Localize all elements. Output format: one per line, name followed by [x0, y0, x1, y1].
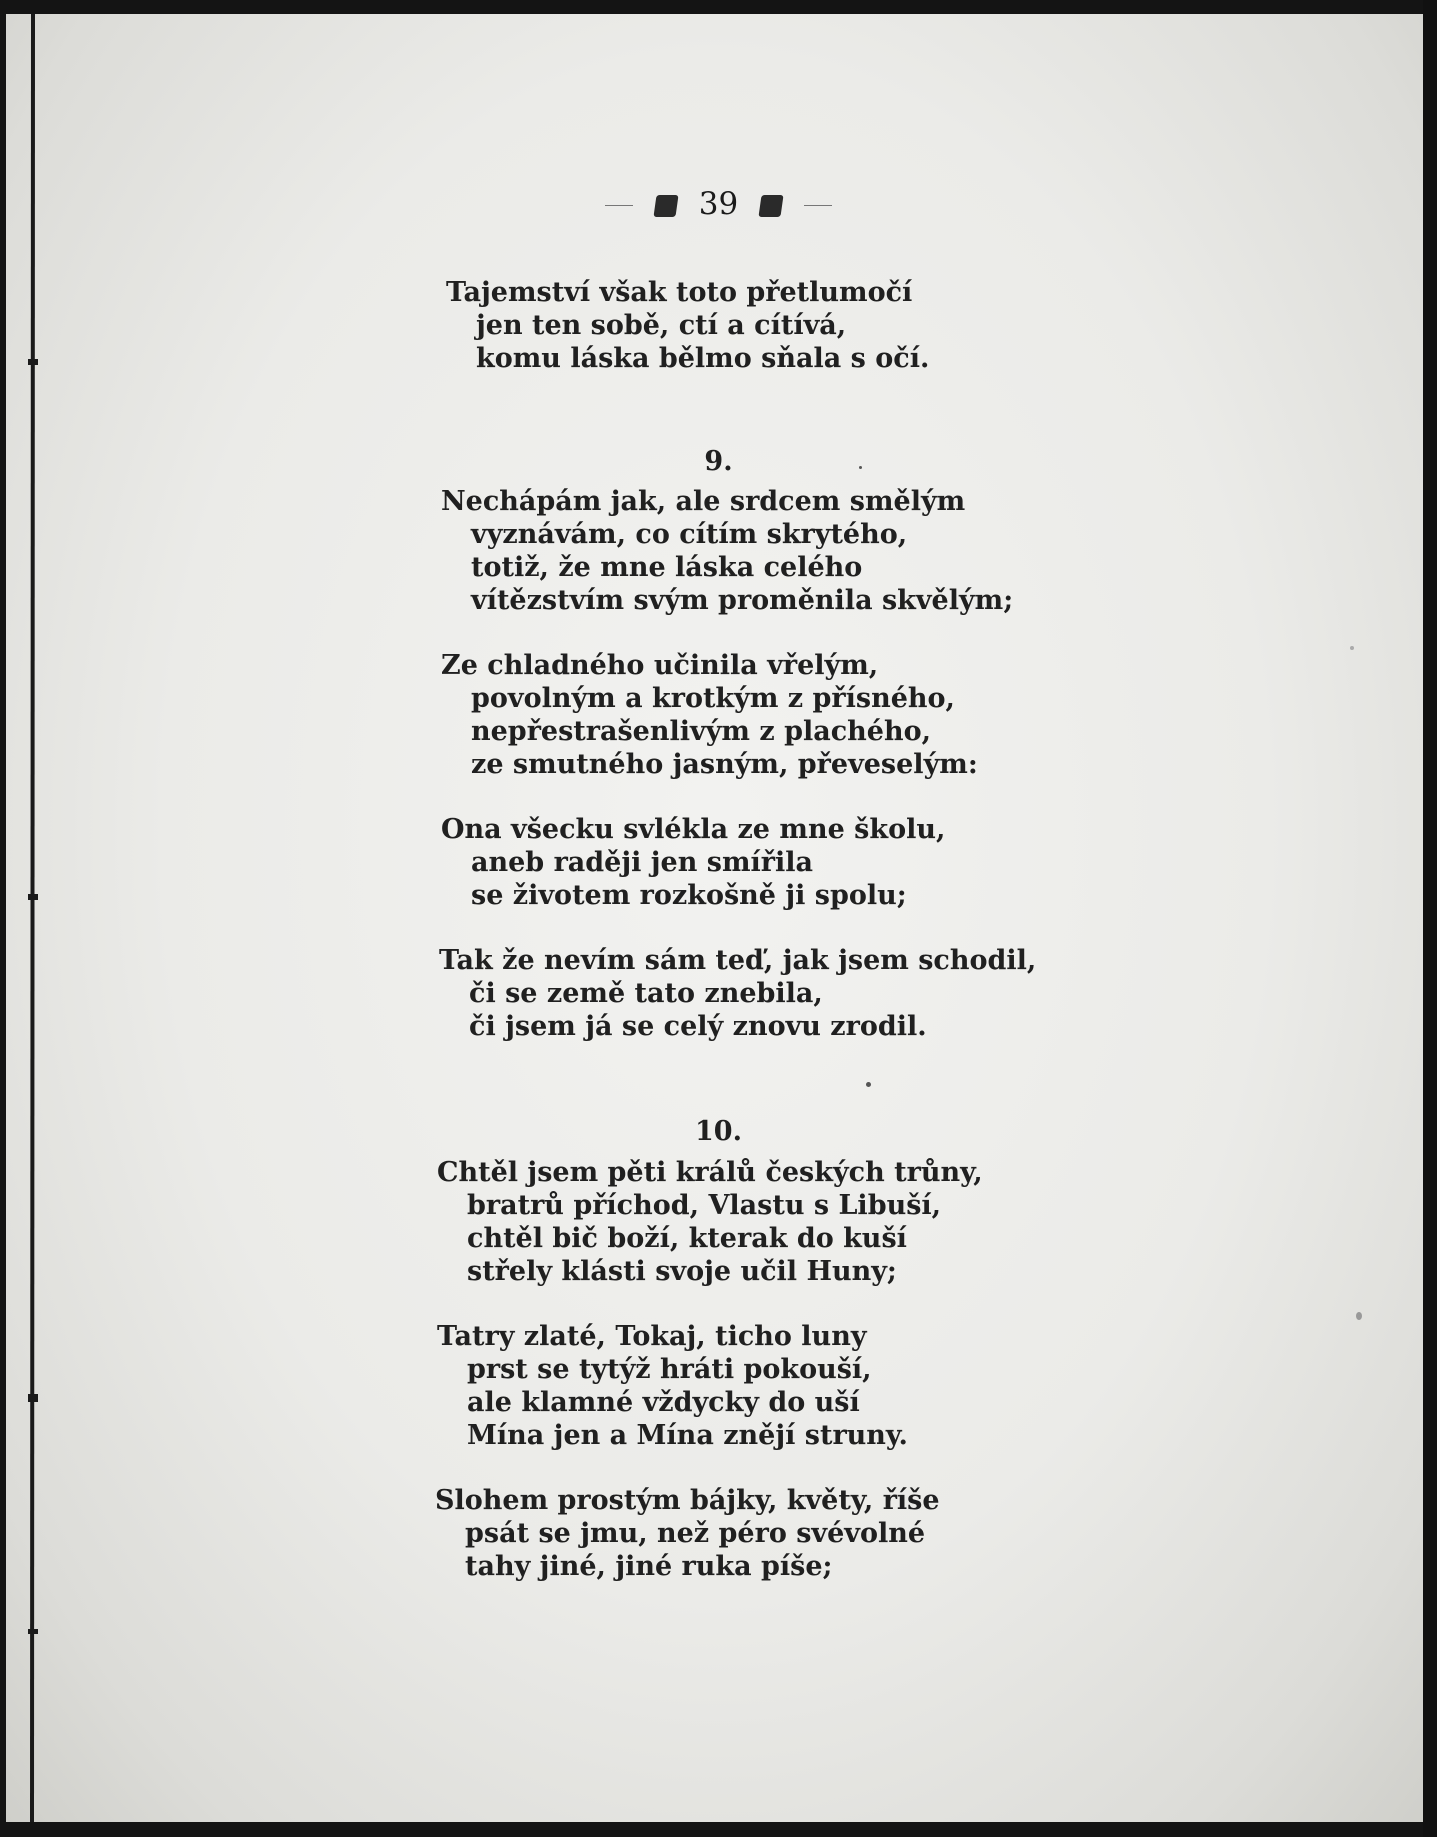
header-rule-right	[804, 205, 832, 206]
verse-line: Ona všecku svlékla ze mne školu,	[441, 814, 946, 845]
ornament-right-icon	[759, 195, 784, 217]
verse-line: ze smutného jasným, převeselým:	[471, 749, 978, 780]
verse-line: Tajemství však toto přetlumočí	[446, 277, 913, 308]
verse-line: či se země tato znebila,	[469, 978, 823, 1009]
poem-10-stanza-1	[437, 1156, 983, 1288]
paper-speck	[1350, 646, 1354, 650]
verse-line: komu láska bělmo sňala s očí.	[476, 343, 930, 374]
ornament-left-icon	[653, 195, 678, 217]
paper-speck	[866, 1082, 871, 1087]
poem-10-stanza-2	[437, 1320, 908, 1452]
verse-line: psát se jmu, než péro svévolné	[465, 1518, 926, 1549]
verse-line: či jsem já se celý znovu zrodil.	[469, 1011, 927, 1042]
poem-9-stanza-3	[441, 813, 945, 912]
page-header	[0, 186, 1437, 222]
verse-line: Tatry zlaté, Tokaj, ticho luny	[437, 1321, 867, 1352]
verse-line: jen ten sobě, ctí a cítívá,	[476, 310, 847, 341]
verse-line: nepřestrašenlivým z plachého,	[471, 716, 932, 747]
page-number: 39	[698, 186, 739, 222]
poem-10-stanza-3	[435, 1484, 940, 1583]
poem-number: 10.	[695, 1116, 742, 1147]
verse-line: Ze chladného učinila vřelým,	[441, 650, 879, 681]
verse-line: Nechápám jak, ale srdcem smělým	[441, 486, 966, 517]
binding-thread	[28, 14, 38, 1822]
verse-line: Slohem prostým bájky, květy, říše	[435, 1485, 940, 1516]
verse-line: vyznávám, co cítím skrytého,	[471, 519, 908, 550]
poem-9-stanza-4	[439, 944, 1036, 1043]
page-right-edge	[1423, 0, 1437, 1837]
verse-line: střely klásti svoje učil Huny;	[467, 1256, 897, 1287]
verse-line: ale klamné vždycky do uší	[467, 1387, 860, 1418]
header-rule-left	[605, 205, 633, 206]
intro-stanza	[446, 276, 929, 375]
verse-line: Chtěl jsem pěti králů českých trůny,	[437, 1157, 983, 1188]
verse-line: se životem rozkošně ji spolu;	[471, 880, 907, 911]
verse-line: bratrů příchod, Vlastu s Libuší,	[467, 1190, 942, 1221]
verse-line: prst se tytýž hráti pokouší,	[467, 1354, 872, 1385]
poem-number: 9.	[704, 446, 733, 477]
verse-line: totiž, že mne láska celého	[471, 552, 863, 583]
verse-line: vítězstvím svým proměnila skvělým;	[471, 585, 1014, 616]
verse-line: povolným a krotkým z přísného,	[471, 683, 955, 714]
verse-line: tahy jiné, jiné ruka píše;	[465, 1551, 833, 1582]
paper-speck	[1356, 1312, 1362, 1320]
verse-line: aneb raději jen smířila	[471, 847, 814, 878]
verse-line: chtěl bič boží, kterak do kuší	[467, 1223, 907, 1254]
verse-line: Mína jen a Mína znějí struny.	[467, 1420, 908, 1451]
poem-9-stanza-1	[441, 485, 1013, 617]
poem-9-stanza-2	[441, 649, 978, 781]
verse-line: Tak že nevím sám teď, jak jsem schodil,	[439, 945, 1037, 976]
